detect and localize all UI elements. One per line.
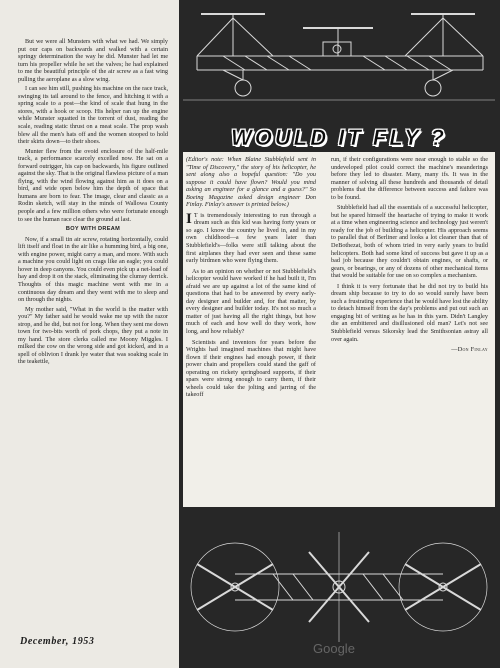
subhead-boy-with-dream: BOY WITH DREAM (65, 226, 121, 233)
page-folio: December, 1953 (20, 636, 95, 647)
article-title: WOULD IT FLY ? (231, 125, 447, 150)
editor-note: (Editor's note: When Blaine Stubblefield sent in "Time of Discovery," the story of his helicopter, he sent along also a hopeful question: "Do you suppose it could have flown? Would you mind asking an engineer for a glance and a guess?" So Boeing Magazine asked design engineer Don Finlay. Finlay's answer is printed below.) (186, 156, 316, 209)
middle-paragraph-1 (186, 212, 316, 265)
left-paragraph-2: I can see him still, pushing his machine on the race track, swinging its tail around to the fence, and hitching it with a spring scale to a post—the kind of scale that hung in the stores, with a hook or scoop. His helper ran up the engine while Munster squatted in the torrent of dust, reading the scale, reading static thrust on a meat scale. The prop wash blew all the men's hats off and the women stooped to hold their skirts down—to their shoes. (18, 85, 168, 146)
left-column (18, 38, 168, 368)
right-paragraph-1: run, if their configurations were near enough to stable so the undeveloped pilot could correct the machine's meanderings before they led to disaster. Many, many ifs. It was in the manner of solving all these hundreds and thousands of detail problems that the difference between success and failure was to be found. (331, 156, 488, 201)
left-paragraph-3: Munter flew from the ovoid enclosure of the half-mile track, a performance scarcely excelled now. He sat on a forward outrigger, his cap on backwards, his figure outlined against the sky. That is the original flawless picture of a man flying, with the wind flowing against him as it does on a bird, and wide open below him the depth of space that humans are born to fear. The image, clear and classic as a Rodin sketch, will stay in the minds of Wallowa County people and a few million others who were fortunate enough to see the human race clear the ground at last. (18, 147, 169, 223)
left-paragraph-4: Now, if a small tin air screw, rotating horizontally, could lift itself and float in the air like a humming bird, a big one, with engine power, might carry a man, and more. With such a machine you could light on crags like an eagle; you could hover in deep canyons. You could even pick up a net-load of hay and drop it on the stack, eliminating the clumsy derrick. Thoughts of this magic machine went with me in a continuous day dream and they went with me to sleep and on through the nights. (18, 235, 168, 304)
drop-cap: I (186, 210, 192, 227)
right-paragraph-2: Stubblefield had all the essentials of a successful helicopter, but he spared himself the heartache of trying to make it work at a time when engineering science and technology just weren't ready for the job of building a helicopter. His approach seems to parallel that of Berliner and looks a lot cleaner than that of DeBothezat, both of whom tried in very early years to build helicopters. Both had some kind of success but gave it up as a bad job because they couldn't obtain engines, or shafts, or gears, or bearings, or any of dozens of other mechanical items that would be suitable for use on so complex a mechanism. (331, 204, 488, 280)
helicopter-plan-view-illustration (183, 512, 495, 662)
middle-paragraph-2: As to an opinion on whether or not Stubblefield's helicopter would have worked if he had built it, I'm afraid we are up against a lot of the same kind of questions that had to be answered by every early-day designer and builder and, for that matter, by every designer and builder today. It's not so much a matter of just having all the right things, but how much of each and how well do they work, how long, and how reliably? (186, 267, 316, 336)
left-paragraph-1: But we were all Munsters with what we had. We simply put our caps on backwards and walked with a certain springy determination the way he did. Munster had let me turn his propeller while he set the valves; he had explained to me the beautiful principle of the air screw as a fast wing pulling the aeroplane as a slow wing. (18, 38, 168, 83)
google-watermark: Google (313, 641, 355, 656)
right-column (331, 156, 488, 354)
helicopter-side-view-illustration (183, 4, 495, 122)
middle-column (186, 156, 316, 402)
left-paragraph-5: My mother said, "What in the world is the matter with you?" My father said he would wake me up with the razor strop, and he did, but not for long. When they sent me down town for two-bits worth of pork chops, they put a note in my hand. The store clerks called me Moony Miggles. I milked the cow on the wrong side and got kicked, and in a spell of oblivion I drank lye water that was soaking scale in the teakettle, (18, 305, 168, 366)
right-paragraph-3: I think it is very fortunate that he did not try to build his dream ship because to try to do so would surely have been such a frustrating experience that he would have lost the ability to detach himself from the day's problems and put out such an engaging bit of writing as he has in this yarn. Didn't Langley die an embittered and disillusioned old man? Let's not see Stubblefield versus Sikorsky lead the Smithsonian astray all over again. (331, 282, 488, 343)
middle-paragraph-3: Scientists and inventors for years before the Wrights had imagined machines that might have flown if their engines had enough power, if their power chain and propellers could stand the gaff of operating on rickety springboard supports, if their spars were strong enough to carry them, if their wheels could take the jolting and jarring of the takeoff (186, 338, 316, 399)
author-signature: —Don Finlay (451, 346, 488, 354)
middle-paragraph-1-text: T is tremendously interesting to run through a dream such as this kid was having forty years or so ago. I know the country he lived in, and in my own childhood—a few years later than Stubblefield's—folks were still talking about the first airplanes they had ever seen and these same early birdmen who were flying them. (186, 211, 316, 265)
